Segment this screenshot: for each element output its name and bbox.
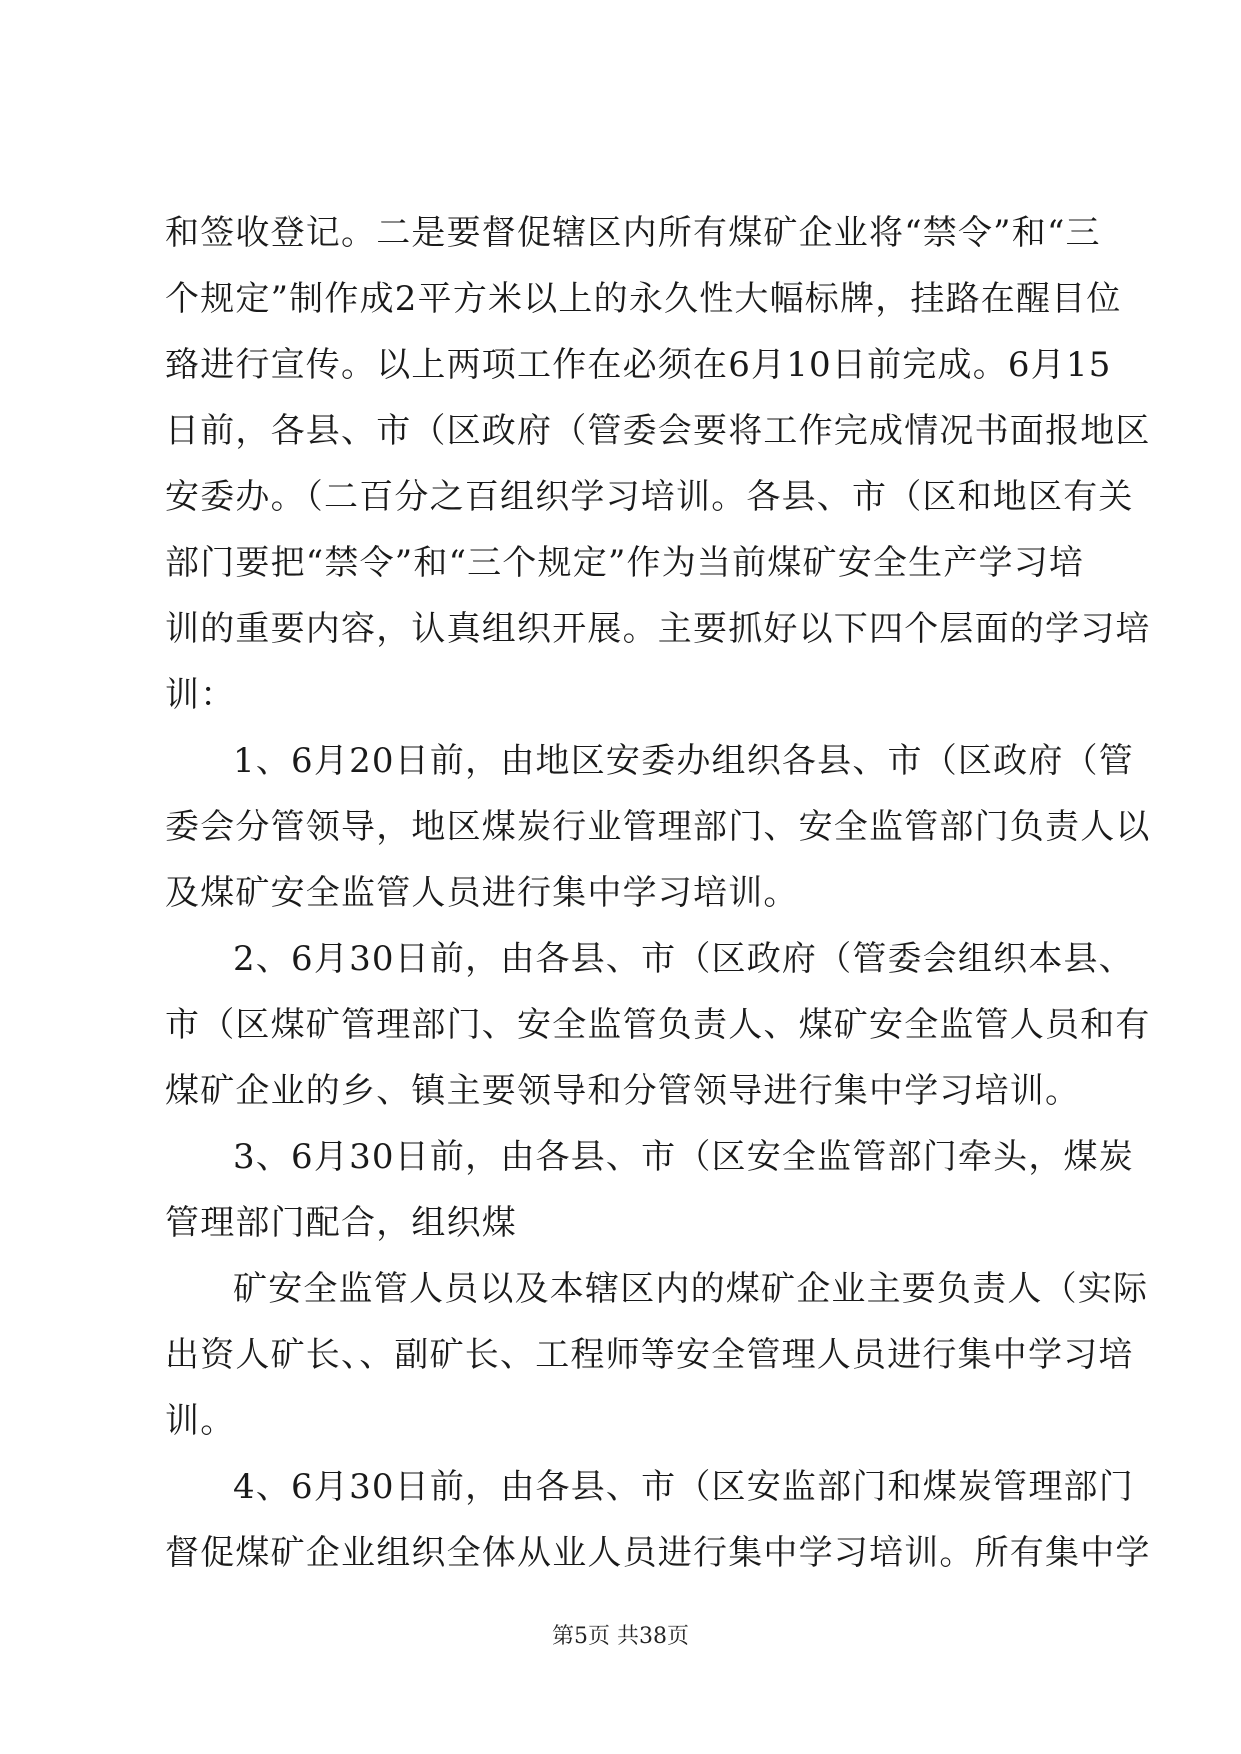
body-line: 委会分管领导，地区煤炭行业管理部门、安全监管部门负责人以	[165, 807, 1151, 847]
body-line: 及煤矿安全监管人员进行集中学习培训。	[165, 873, 799, 913]
body-line: 个规定”制作成2平方米以上的永久性大幅标牌，挂路在醒目位	[165, 279, 1122, 319]
body-line: 4、6月30日前，由各县、市（区安监部门和煤炭管理部门	[233, 1467, 1134, 1507]
body-line: 出资人矿长、、副矿长、工程师等安全管理人员进行集中学习培	[165, 1335, 1134, 1375]
body-line: 训。	[165, 1401, 236, 1441]
page-number-footer: 第5页 共38页	[552, 1624, 689, 1649]
body-line: 煤矿企业的乡、镇主要领导和分管领导进行集中学习培训。	[165, 1071, 1081, 1111]
body-line: 2、6月30日前，由各县、市（区政府（管委会组织本县、	[233, 939, 1134, 979]
body-line: 督促煤矿企业组织全体从业人员进行集中学习培训。所有集中学	[165, 1533, 1151, 1573]
body-line: 矿安全监管人员以及本辖区内的煤矿企业主要负责人（实际	[233, 1269, 1149, 1309]
body-line: 训的重要内容，认真组织开展。主要抓好以下四个层面的学习培	[165, 609, 1151, 649]
body-line: 训：	[165, 675, 236, 715]
body-line: 部门要把“禁令”和“三个规定”作为当前煤矿安全生产学习培	[165, 543, 1085, 583]
body-line: 日前，各县、市（区政府（管委会要将工作完成情况书面报地区	[165, 411, 1151, 451]
body-line: 和签收登记。二是要督促辖区内所有煤矿企业将“禁令”和“三	[165, 213, 1101, 253]
body-line: 管理部门配合，组织煤	[165, 1203, 517, 1243]
body-line: 臵进行宣传。以上两项工作在必须在6月10日前完成。6月15	[165, 345, 1112, 385]
body-line: 3、6月30日前，由各县、市（区安全监管部门牵头，煤炭	[233, 1137, 1134, 1177]
body-line: 1、6月20日前，由地区安委办组织各县、市（区政府（管	[233, 741, 1134, 781]
body-line: 安委办。（二百分之百组织学习培训。各县、市（区和地区有关	[165, 477, 1134, 517]
body-line: 市（区煤矿管理部门、安全监管负责人、煤矿安全监管人员和有	[165, 1005, 1151, 1045]
